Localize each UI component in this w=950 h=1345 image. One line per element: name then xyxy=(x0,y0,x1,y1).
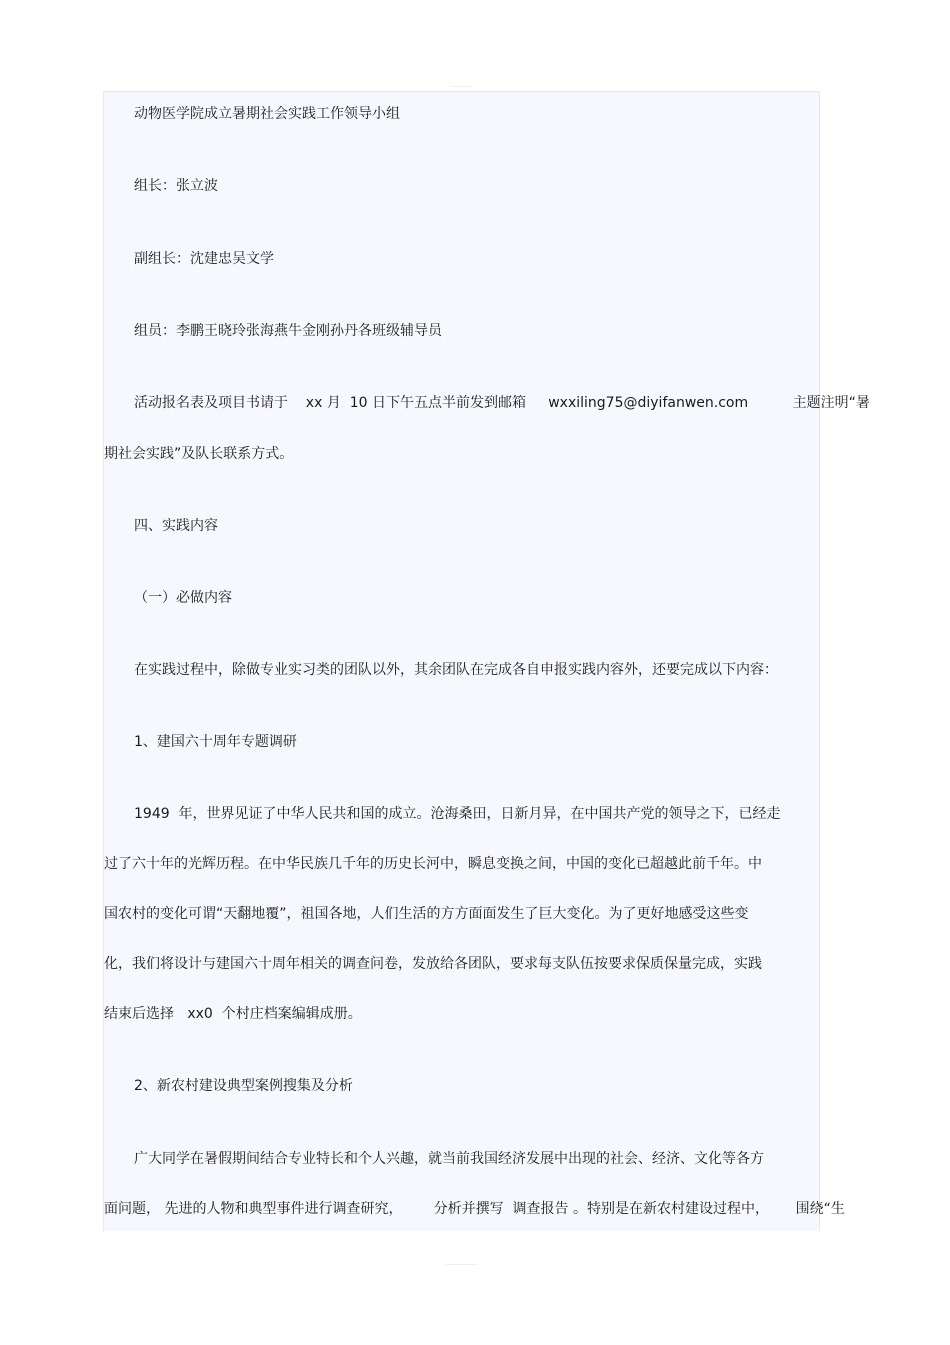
paragraph-registration-line-1: 活动报名表及项目书请于 xx 月 10 日下午五点半前发到邮箱 wxxiling75@diyifanwen.com 主题注明“暑 xyxy=(134,395,870,411)
group-leader: 组长：张立波 xyxy=(134,178,218,194)
item-heading-1: 1、建国六十周年专题调研 xyxy=(134,734,297,750)
page-bottom-mark xyxy=(445,1264,477,1265)
paragraph-registration-line-2: 期社会实践”及队长联系方式。 xyxy=(104,446,294,462)
heading-leadership-group: 动物医学院成立暑期社会实践工作领导小组 xyxy=(134,106,400,122)
paragraph-1949-line-3: 国农村的变化可谓“天翻地覆”，祖国各地，人们生活的方方面面发生了巨大变化。为了更好地感受这些变 xyxy=(104,906,749,922)
page-top-mark xyxy=(450,86,472,87)
paragraph-students-line-2: 面问题， 先进的人物和典型事件进行调查研究， 分析并撰写 调查报告 。特别是在新农村建设过程中， 围绕“生 xyxy=(104,1201,845,1217)
section-heading: 四、实践内容 xyxy=(134,518,218,534)
item-heading-2: 2、新农村建设典型案例搜集及分析 xyxy=(134,1078,353,1094)
paragraph-1949-line-4: 化，我们将设计与建国六十周年相关的调查问卷，发放给各团队，要求每支队伍按要求保质保量完成，实践 xyxy=(104,956,762,972)
paragraph-intro: 在实践过程中，除做专业实习类的团队以外，其余团队在完成各自申报实践内容外，还要完成以下内容： xyxy=(134,662,778,678)
group-members: 组员：李鹏王晓玲张海燕牛金刚孙丹各班级辅导员 xyxy=(134,323,442,339)
paragraph-1949-line-1: 1949 年，世界见证了中华人民共和国的成立。沧海桑田，日新月异，在中国共产党的领导之下，已经走 xyxy=(134,806,781,822)
paragraph-1949-line-2: 过了六十年的光辉历程。在中华民族几千年的历史长河中，瞬息变换之间，中国的变化已超越此前千年。中 xyxy=(104,856,762,872)
paragraph-1949-line-5: 结束后选择 xx0 个村庄档案编辑成册。 xyxy=(104,1006,362,1022)
deputy-leader: 副组长：沈建忠吴文学 xyxy=(134,251,274,267)
paragraph-students-line-1: 广大同学在暑假期间结合专业特长和个人兴趣，就当前我国经济发展中出现的社会、经济、文化等各方 xyxy=(134,1151,764,1167)
subsection-heading: （一）必做内容 xyxy=(134,590,232,606)
